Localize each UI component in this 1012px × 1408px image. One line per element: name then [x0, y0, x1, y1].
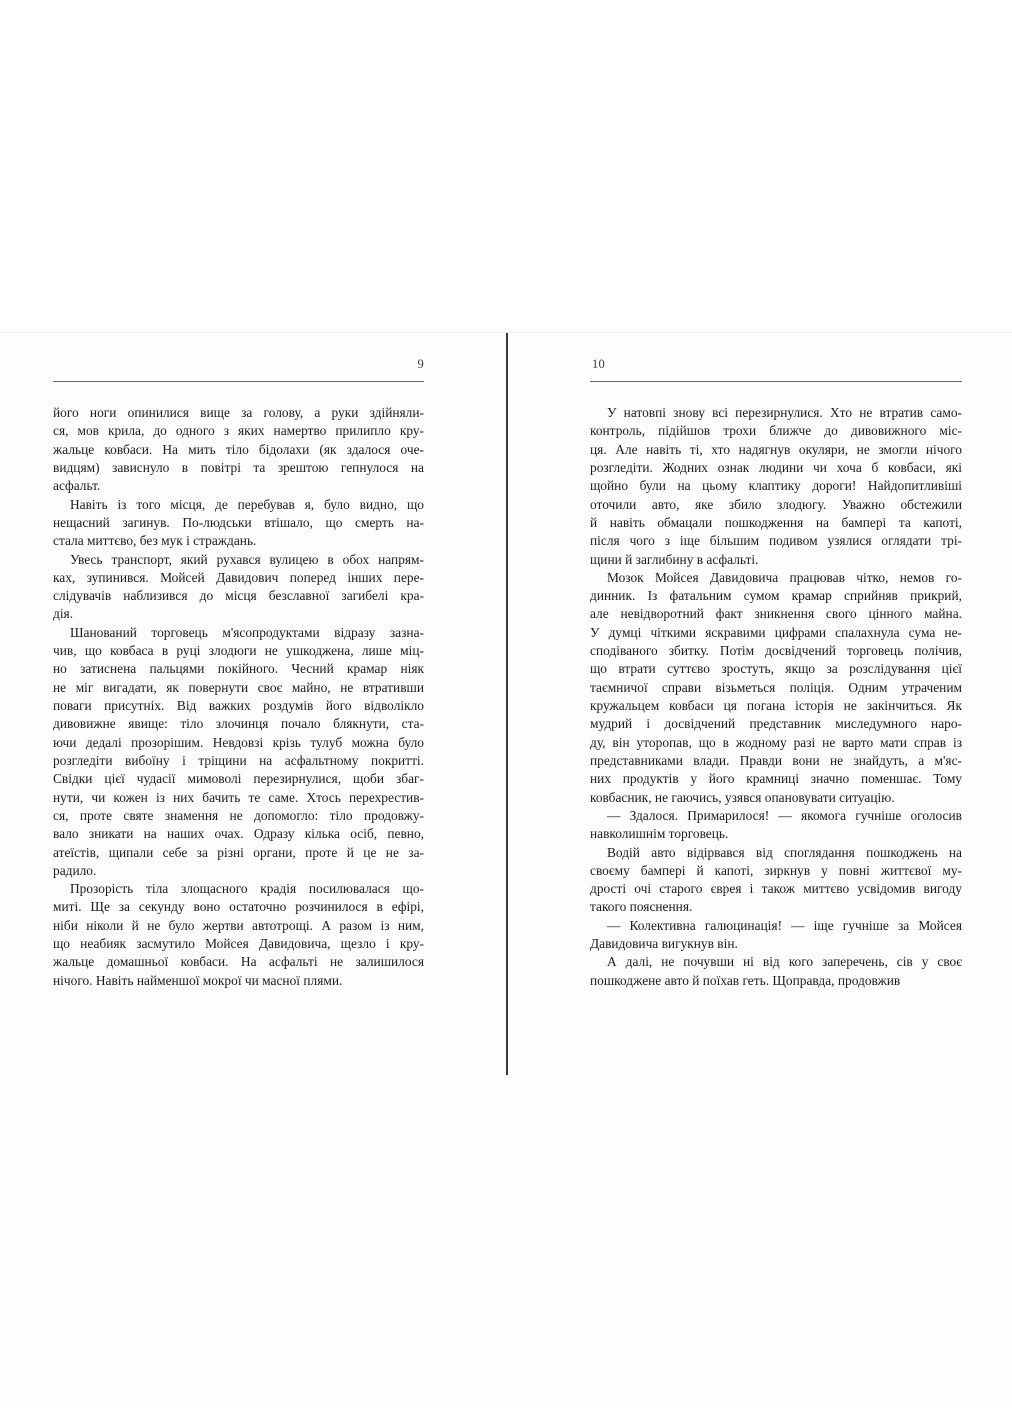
text-line: контроль, підійшов трохи ближче до дивовижного міс-	[590, 423, 962, 439]
text-line: нещасний загинув. По-людськи втішало, що смерть на-	[53, 514, 424, 530]
body-text-left	[53, 404, 424, 990]
text-line: розгледіти. Жодних ознак людини чи хоча б ковбаси, які	[590, 459, 962, 475]
text-line: чив, що ковбаса в руці злодюги не ушкоджена, лише міц-	[53, 643, 424, 659]
text-line: Свідки цієї чудасії мимоволі перезирнулися, щоби збаг-	[53, 771, 424, 787]
text-line: не міг вигадати, як повернути своє майно, не втративши	[53, 679, 424, 695]
text-line: Прозорість тіла злощасного крадія посилювалася що-	[70, 881, 424, 897]
text-line: асфальт.	[53, 478, 101, 494]
text-line: Увесь транспорт, який рухався вулицею в обох напрям-	[70, 551, 424, 567]
text-line: слідувачів наблизився до місця безславної загибелі кра-	[53, 588, 424, 604]
text-line: що неабияк засмутило Мойсея Давидовича, щезло і кру-	[53, 936, 424, 952]
text-line: Давидовича вигукнув він.	[590, 936, 738, 952]
text-line: — Колективна галюцинація! — іще гучніше за Мойсея	[607, 917, 962, 933]
text-line: Мозок Мойсея Давидовича працював чітко, немов го-	[607, 569, 962, 585]
text-line: ду, він уторопав, що в жодному разі не варто мати справ із	[590, 734, 962, 750]
text-line: таємничої справи візьметься поліція. Одним утраченим	[590, 679, 962, 695]
text-line: оточили авто, яке збило злодюгу. Уважно обстежили	[590, 496, 962, 512]
text-line: дрості очі старого єврея і також миттєво усвідомив вигоду	[590, 881, 962, 897]
text-line: нути, чи кожен із них бачить те саме. Хтось перехрестив-	[53, 789, 424, 805]
text-line: Водій авто відірвався від споглядання пошкоджень на	[607, 844, 962, 860]
text-line: щини й заглибину в асфальті.	[590, 551, 759, 567]
text-line: поваги присутніх. Від важких роздумів його відволікло	[53, 698, 424, 713]
text-line: стала миттєво, без мук і страждань.	[53, 533, 257, 549]
text-line: У думці чіткими яскравими цифрами спалахнула сума не-	[590, 624, 962, 640]
text-line: але невідворотний факт зникнення свого цінного майна.	[590, 606, 962, 622]
header-rule-left	[53, 381, 424, 382]
header-rule-right	[590, 381, 962, 382]
body-text-right	[590, 404, 962, 990]
text-line: динник. Із фатальним сумом крамар сприйняв прикрий,	[590, 588, 962, 604]
text-line: Шанований торговець м'ясопродуктами відразу зазна-	[70, 624, 424, 640]
text-line: такого пояснення.	[590, 899, 693, 915]
text-line: кружальцем ковбаси ця погана історія не закінчиться. Як	[590, 698, 962, 713]
text-line: видцям) зависнуло в повітрі та зрештою гепнулося на	[53, 459, 424, 475]
text-line: миті. Ще за секунду воно остаточно розчинилося в ефірі,	[53, 899, 424, 915]
text-line: но затиснена пальцями покійного. Чесний крамар ніяк	[53, 661, 424, 677]
text-line: вало зникати на наших очах. Одразу кілька осіб, певно,	[53, 826, 424, 842]
text-line: ковбасник, не гаючись, узявся опановувати ситуацію.	[590, 789, 895, 805]
text-line: нічого. Навіть найменшої мокрої чи масної плями.	[53, 972, 343, 988]
text-line: ся, проте святе знамення не допомогло: тіло продовжу-	[53, 807, 424, 823]
text-line: радило.	[53, 862, 97, 878]
page-number-left: 9	[417, 357, 424, 371]
text-line: ця. Але навіть ті, хто надягнув окуляри, не змогли нічого	[590, 441, 962, 457]
text-line: А далі, не почувши ні від кого заперечень, сів у своє	[607, 954, 962, 970]
text-line: жальце домашньої ковбаси. На асфальті не залишилося	[53, 954, 424, 970]
text-line: сподіваного збитку. Потім досвідчений торговець полічив,	[590, 643, 962, 659]
text-line: ніби ніколи й не було жертви автотрощі. А разом із ним,	[53, 917, 424, 933]
text-line: атеїстів, щипали себе за різні органи, проте й це не за-	[53, 844, 424, 860]
text-line: розгледіти вибоїну і тріщини на асфальтному покритті.	[53, 752, 424, 768]
spread-gutter-divider	[506, 333, 508, 1075]
text-line: ках, зупинився. Мойсей Давидович поперед інших пере-	[53, 569, 424, 585]
text-line: — Здалося. Примарилося! — якомога гучніше оголосив	[607, 807, 962, 823]
text-line: навколишнім торговець.	[590, 826, 729, 842]
text-line: його ноги опинилися вище за голову, а руки здійняли-	[53, 405, 424, 420]
text-line: жальце ковбаси. На мить тіло бідолахи (як здалося оче-	[53, 441, 424, 457]
text-line: Навіть із того місця, де перебував я, було видно, що	[70, 496, 424, 512]
text-line: щойно були на цьому клаптику дороги! Найдопитливіші	[590, 478, 962, 494]
text-line: мудрий і досвідчений представник миследумного наро-	[590, 716, 962, 732]
text-line: своєму бампері й капоті, зиркнув у повні життєвої му-	[590, 862, 962, 878]
page-number-right: 10	[592, 357, 606, 371]
text-line: після чого з іще більшим подивом узялися оглядати трі-	[590, 533, 962, 549]
text-line: дивовижне явище: тіло злочинця почало блякнути, ста-	[53, 716, 424, 732]
text-line: пошкоджене авто й поїхав геть. Щоправда, продовжив	[590, 972, 901, 988]
text-line: ся, мов крила, до одного з яких намертво прилипло кру-	[53, 423, 424, 439]
text-line: У натовпі знову всі перезирнулися. Хто не втратив само-	[607, 405, 962, 420]
text-line: ючи дедалі прозорішим. Невдовзі крізь тулуб можна було	[53, 734, 424, 750]
text-line: них продуктів у його крамниці значно поменшає. Тому	[590, 771, 962, 787]
text-line: що втрати суттєво зростуть, якщо за розслідування цієї	[590, 661, 962, 677]
text-line: дія.	[53, 606, 74, 622]
text-line: представниками влади. Правди вони не знайдуть, а м'яс-	[590, 752, 962, 768]
text-line: й навіть обмацали пошкодження на бампері та капоті,	[590, 514, 962, 530]
